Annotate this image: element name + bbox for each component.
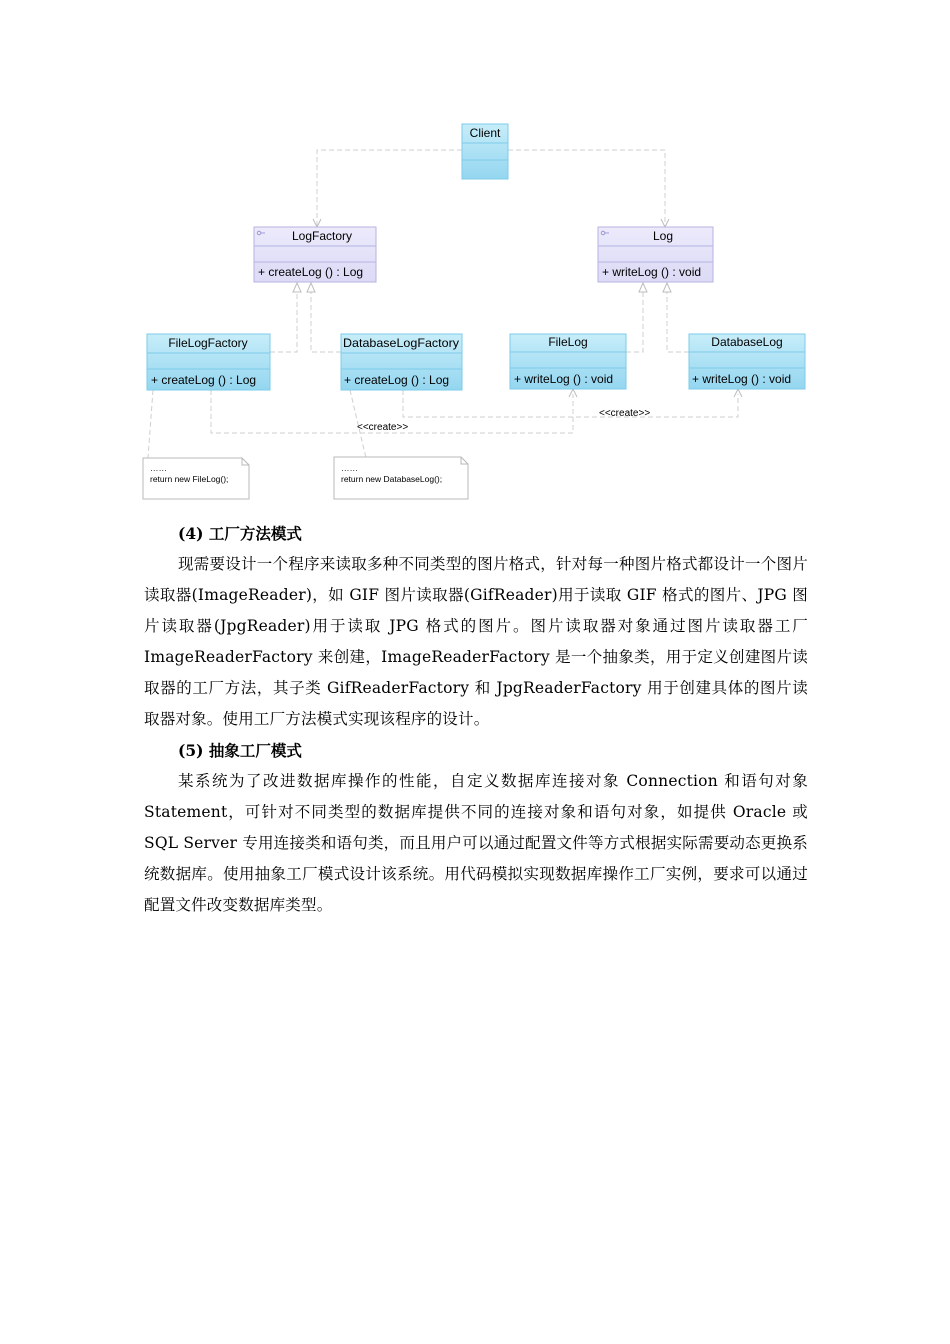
section-abstract-factory [144, 735, 808, 921]
class-databaselogfactory [341, 334, 462, 390]
log-name: Log [652, 229, 674, 243]
logfactory-operation: + createLog () : Log [258, 265, 364, 279]
section-heading: (5) 抽象工厂模式 [178, 741, 302, 760]
file-note-line1: …… [150, 463, 167, 473]
class-client [462, 124, 508, 179]
class-filelog [510, 334, 626, 389]
section-factory-method [144, 518, 808, 735]
create-stereotype-left: <<create>> [357, 422, 409, 433]
interface-log [598, 227, 713, 282]
filelog-name: FileLog [548, 335, 588, 349]
class-databaselog [689, 334, 805, 389]
section-paragraph: 现需要设计一个程序来读取多种不同类型的图片格式，针对每一种图片格式都设计一个图片读取器(ImageReader)，如 GIF 图片读取器(GifReader)用于读取 GIF 格式的图片、JPG 图片读取器(JpgReader)用于读取 JPG 格式的图片。图片读取器对象通过图片读取器工厂 ImageReaderFactory 来创建，ImageReaderFactory 是一个抽象类，用于定义创建图片读取器的工厂方法，其子类 GifReaderFactory 和 JpgReaderFactory 用于创建具体的图片读取器对象。使用工厂方法模式实现该程序的设计。 [144, 555, 808, 728]
interface-logfactory [254, 227, 376, 282]
db-note-line1: …… [341, 463, 358, 473]
databaselogfactory-operation: + createLog () : Log [344, 373, 450, 387]
client-to-logfactory-dependency [317, 150, 462, 226]
client-to-log-dependency [508, 150, 665, 226]
databaselog-realization [667, 287, 689, 352]
arrowheads [293, 283, 671, 292]
logfactory-name: LogFactory [291, 229, 353, 243]
filelogfactory-realization [270, 287, 297, 352]
uml-class-diagram [0, 0, 950, 510]
create-stereotype-right: <<create>> [599, 408, 651, 419]
section-heading: (4) 工厂方法模式 [178, 524, 302, 543]
databaselog-operation: + writeLog () : void [692, 372, 792, 386]
client-name: Client [469, 126, 501, 140]
filelog-realization [626, 287, 643, 352]
log-operation: + writeLog () : void [602, 265, 702, 279]
class-filelogfactory [147, 334, 270, 390]
databaselog-name: DatabaseLog [711, 335, 783, 349]
filelog-operation: + writeLog () : void [514, 372, 614, 386]
databaselogfactory-realization [311, 287, 341, 352]
databaselogfactory-name: DatabaseLogFactory [343, 336, 459, 350]
file-note-anchor [148, 390, 153, 458]
db-note-line2: return new DatabaseLog(); [341, 474, 443, 484]
document-body [144, 518, 808, 921]
note-filelogfactory [143, 458, 249, 499]
note-databaselogfactory [334, 457, 468, 499]
filelogfactory-name: FileLogFactory [168, 336, 248, 350]
filelogfactory-operation: + createLog () : Log [151, 373, 257, 387]
file-note-line2: return new FileLog(); [150, 474, 229, 484]
section-paragraph: 某系统为了改进数据库操作的性能，自定义数据库连接对象 Connection 和语句对象 Statement，可针对不同类型的数据库提供不同的连接对象和语句对象，如提供 Oracle 或 SQL Server 专用连接类和语句类，而且用户可以通过配置文件等方式根据实际需要动态更换系统数据库。使用抽象工厂模式设计该系统。用代码模拟实现数据库操作工厂实例，要求可以通过配置文件改变数据库类型。 [144, 772, 808, 914]
